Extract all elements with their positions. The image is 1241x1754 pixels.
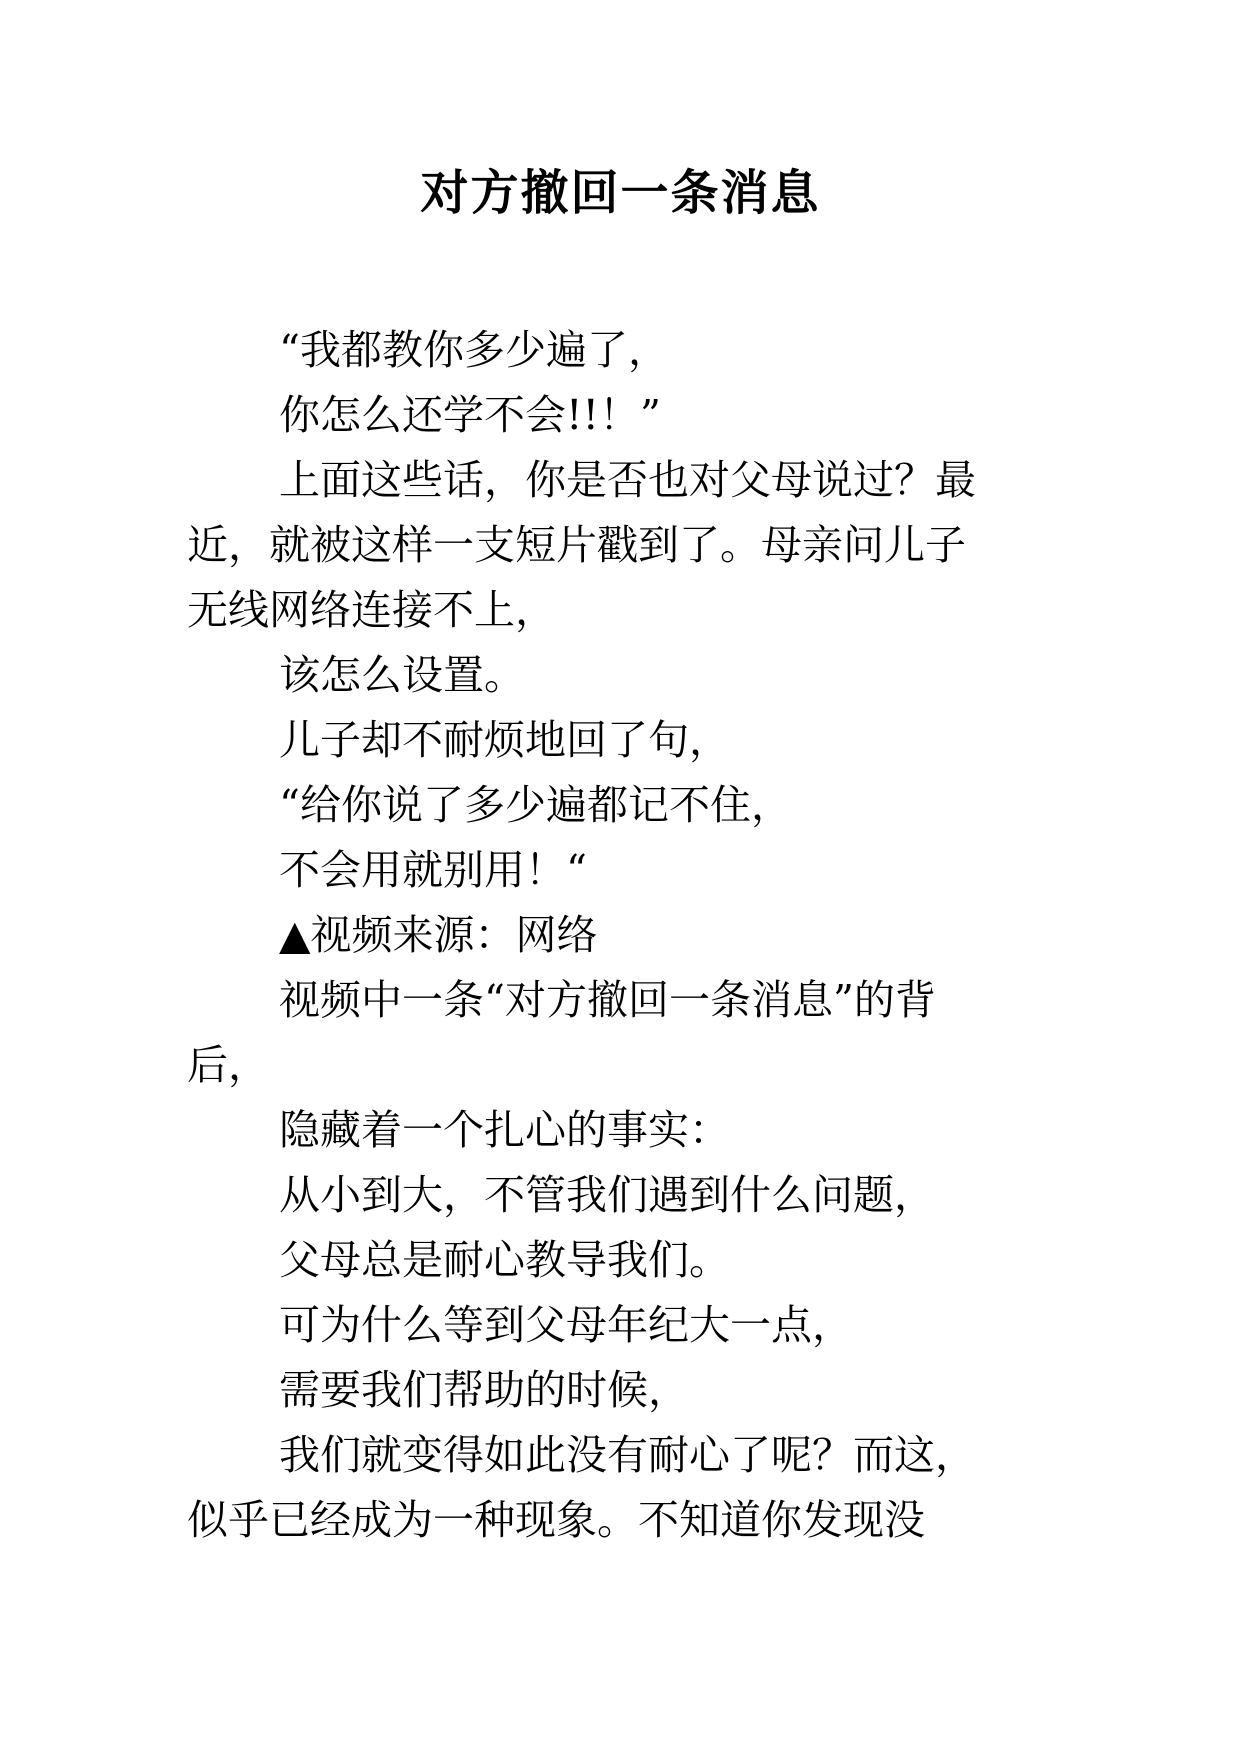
paragraph-line: 视频中一条“对方撤回一条消息”的背: [279, 976, 936, 1024]
paragraph-line: 隐藏着一个扎心的事实：: [279, 1106, 730, 1154]
document-title: 对方撤回一条消息: [420, 165, 821, 221]
paragraph-line: 该怎么设置。: [279, 651, 525, 699]
paragraph-line: “我都教你多少遍了，: [279, 326, 669, 374]
paragraph-line: 上面这些话，你是否也对父母说过？最: [279, 456, 976, 504]
paragraph-line: ▲视频来源：网络: [279, 911, 598, 959]
paragraph-line: “给你说了多少遍都记不住，: [279, 781, 792, 829]
paragraph-line: 不会用就别用！“: [279, 846, 587, 894]
paragraph-line: 儿子却不耐烦地回了句，: [279, 716, 730, 764]
document-body: [187, 318, 1067, 1553]
paragraph-line: 你怎么还学不会!!！”: [279, 391, 661, 439]
paragraph-line: 从小到大，不管我们遇到什么问题，: [279, 1171, 935, 1219]
paragraph-line: 父母总是耐心教导我们。: [279, 1236, 730, 1284]
paragraph-line: 近，就被这样一支短片戳到了。母亲问儿子: [187, 521, 966, 569]
paragraph-line: 后，: [187, 1041, 269, 1089]
paragraph-line: 无线网络连接不上，: [187, 586, 556, 634]
paragraph-line: 需要我们帮助的时候，: [279, 1366, 689, 1414]
paragraph-line: 我们就变得如此没有耐心了呢？而这，: [279, 1431, 976, 1479]
paragraph-line: 似乎已经成为一种现象。不知道你发现没: [187, 1496, 925, 1544]
paragraph-line: 可为什么等到父母年纪大一点，: [279, 1301, 853, 1349]
